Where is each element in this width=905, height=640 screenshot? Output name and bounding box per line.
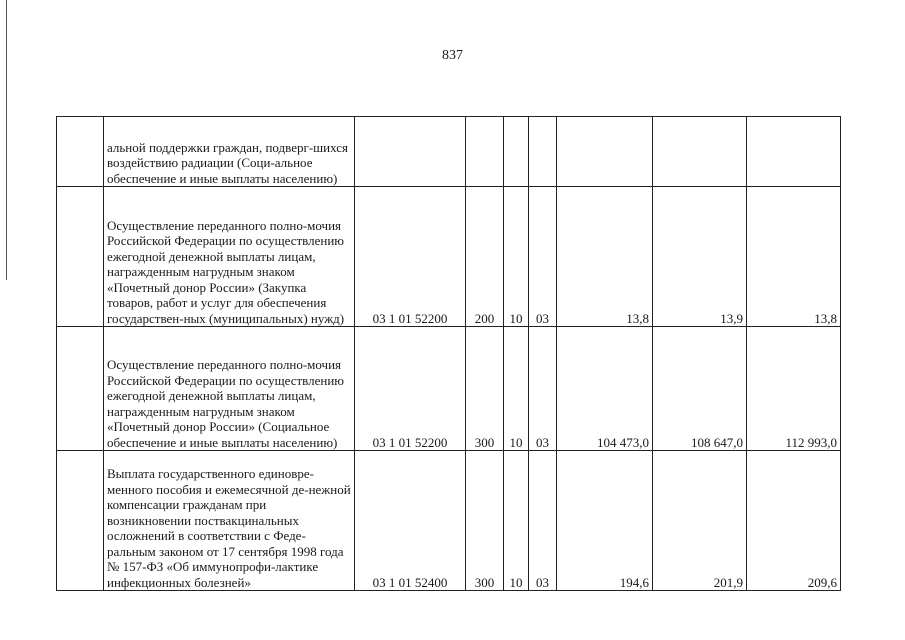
amount-year-2-cell: 201,9 xyxy=(653,451,747,591)
row-description: Осуществление переданного полно-мочия Российской Федерации по осуществлению ежегодной денежной выплаты лицам, награжденным нагрудным знаком «Почетный донор России» (Закупка товаров, работ и услуг для обеспечения государствен-ных (муниципальных) нужд) xyxy=(107,217,345,326)
expense-type-cell: 300 xyxy=(466,451,504,591)
row-number-cell xyxy=(57,187,104,327)
expense-type-cell: 200 xyxy=(466,187,504,327)
table-row xyxy=(57,451,841,591)
row-number-cell xyxy=(57,117,104,187)
amount-year-3-cell: 112 993,0 xyxy=(747,327,841,451)
margin-line xyxy=(6,0,7,280)
amount-year-1-cell xyxy=(557,117,653,187)
table-row xyxy=(57,187,841,327)
amount-year-2-cell xyxy=(653,117,747,187)
expense-type-cell xyxy=(466,117,504,187)
row-description: Выплата государственного единовре-менного пособия и ежемесячной де-нежной компенсации гражданам при возникновении поствакцинальных осложнений в соответствии с Феде-ральным законом от 17 сентября 1998 года № 157-ФЗ «Об иммунопрофи-лактике инфекционных болезней» xyxy=(107,466,351,590)
program-code-cell: 03 1 01 52400 xyxy=(355,451,466,591)
section-cell xyxy=(504,117,529,187)
row-number-cell xyxy=(57,451,104,591)
subsection-cell: 03 xyxy=(529,187,557,327)
amount-year-2-cell: 108 647,0 xyxy=(653,327,747,451)
row-description: Осуществление переданного полно-мочия Российской Федерации по осуществлению ежегодной денежной выплаты лицам, награжденным нагрудным знаком «Почетный донор России» (Социальное обеспечение и иные выплаты населению) xyxy=(107,357,344,450)
budget-table xyxy=(56,116,841,591)
program-code-cell xyxy=(355,117,466,187)
description-cell xyxy=(104,451,355,591)
table-row xyxy=(57,117,841,187)
amount-year-1-cell: 13,8 xyxy=(557,187,653,327)
section-cell: 10 xyxy=(504,327,529,451)
description-cell xyxy=(104,327,355,451)
subsection-cell: 03 xyxy=(529,327,557,451)
row-description: альной поддержки граждан, подверг-шихся воздействию радиации (Соци-альное обеспечение и иные выплаты населению) xyxy=(107,139,349,186)
page-number: 837 xyxy=(442,48,463,63)
section-cell: 10 xyxy=(504,451,529,591)
subsection-cell: 03 xyxy=(529,451,557,591)
amount-year-2-cell: 13,9 xyxy=(653,187,747,327)
amount-year-1-cell: 104 473,0 xyxy=(557,327,653,451)
description-cell xyxy=(104,117,355,187)
amount-year-1-cell: 194,6 xyxy=(557,451,653,591)
table-row xyxy=(57,327,841,451)
expense-type-cell: 300 xyxy=(466,327,504,451)
description-cell xyxy=(104,187,355,327)
program-code-cell: 03 1 01 52200 xyxy=(355,327,466,451)
amount-year-3-cell: 209,6 xyxy=(747,451,841,591)
section-cell: 10 xyxy=(504,187,529,327)
subsection-cell xyxy=(529,117,557,187)
amount-year-3-cell xyxy=(747,117,841,187)
program-code-cell: 03 1 01 52200 xyxy=(355,187,466,327)
row-number-cell xyxy=(57,327,104,451)
amount-year-3-cell: 13,8 xyxy=(747,187,841,327)
